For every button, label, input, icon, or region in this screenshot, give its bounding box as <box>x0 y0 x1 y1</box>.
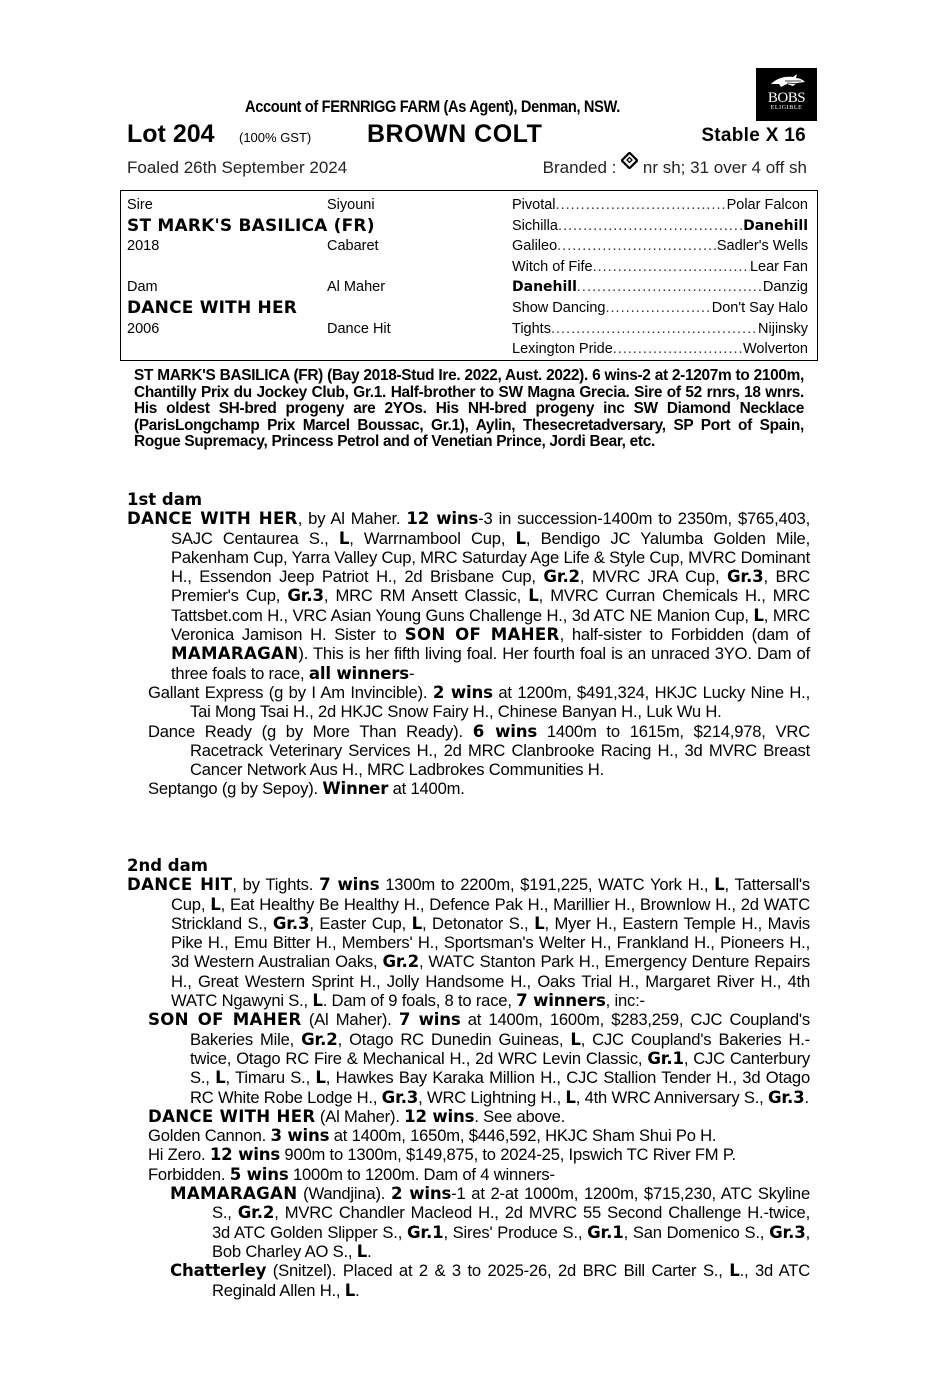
branded-value: nr sh; 31 over 4 off sh <box>642 158 807 177</box>
record-text: , MRC RM Ansett Classic, <box>323 586 529 606</box>
record-text: , Bendigo JC Yalumba Golden Mile, Pakenham Cup, Yarra Valley Cup, MRC Saturday Age Life & Style Cup, MVRC Dominant H., Essendon Jeep Patriot H., 2d Brisbane Cup, <box>171 528 810 587</box>
record-text: -1 at 2-at 1000m, 1200m, $715,230, ATC Skyline S., <box>212 1184 810 1223</box>
pedigree-parents <box>127 195 507 339</box>
pedigree-ancestor-row: Witch of Fife ..... Lear Fan <box>512 257 808 278</box>
emphasis-text: Gr.1 <box>587 1222 624 1242</box>
second-dam-section <box>127 856 810 1300</box>
record-text: , MVRC JRA Cup, <box>579 567 728 587</box>
record-text: (Al Maher). <box>301 1010 399 1030</box>
record-text: , Timaru S., <box>225 1068 316 1088</box>
brand-info <box>543 158 807 178</box>
pedigree-table <box>120 190 818 361</box>
emphasis-text: 6 wins <box>472 721 537 741</box>
dam-name: DANCE WITH HER <box>127 297 298 318</box>
emphasis-text: 7 winners <box>516 991 606 1011</box>
pedigree-ancestor-row: Danehill ..... Danzig <box>512 277 808 298</box>
pedigree-ancestor-row: Pivotal ..... Polar Falcon <box>512 195 808 216</box>
record-text: -3 in succession-1400m to 2350m, $765,403, SAJC Centaurea S., <box>171 509 810 548</box>
sires-dam: Cabaret <box>327 238 379 255</box>
record-text: , CJC Coupland's Bakeries H.-twice, Otago RC Fire & Mechanical H., 2d WRC Levin Classic, <box>190 1029 810 1068</box>
dam-year: 2006 <box>127 320 160 337</box>
record-text: . <box>355 1280 360 1300</box>
record-text: . <box>804 1087 809 1107</box>
race-record-entry <box>148 683 810 722</box>
pedigree-grandparents <box>512 195 808 360</box>
record-text: , Sires' Produce S., <box>443 1222 588 1242</box>
record-text: Gallant Express (g by I Am Invincible). <box>148 682 433 702</box>
emphasis-text: 12 wins <box>404 1106 475 1126</box>
race-record-entry <box>148 1010 810 1106</box>
emphasis-text: L <box>528 586 539 606</box>
horse-name: MAMARAGAN <box>171 644 299 664</box>
record-text: 1000m to 1200m. Dam of 4 winners- <box>288 1164 555 1184</box>
record-text: Hi Zero. <box>148 1145 210 1165</box>
record-text: , Tattersall's Cup, <box>171 875 810 914</box>
record-text: . <box>367 1241 372 1261</box>
record-text: 900m to 1300m, $149,875, to 2024-25, Ipswich TC River FM P. <box>280 1145 736 1165</box>
record-text: 1300m to 2200m, $191,225, WATC York H., <box>379 875 715 895</box>
emphasis-text: Winner <box>322 779 389 799</box>
record-text: , Otago RC Dunedin Guineas, <box>337 1029 571 1049</box>
emphasis-text: Gr.2 <box>543 567 580 587</box>
emphasis-text: Gr.2 <box>301 1029 338 1049</box>
emphasis-text: L <box>356 1241 368 1261</box>
record-text: Dance Ready (g by More Than Ready). <box>148 721 473 741</box>
race-record-entry <box>127 875 810 1010</box>
lot-header <box>127 120 810 152</box>
pedigree-row <box>127 319 507 340</box>
emphasis-text: Gr.3 <box>727 567 764 587</box>
record-text: at 1400m, 1600m, $283,259, CJC Coupland's Bakeries Mile, <box>190 1010 810 1049</box>
record-text: , Easter Cup, <box>309 913 412 933</box>
emphasis-text: Gr.3 <box>767 1087 805 1107</box>
race-record-entry <box>170 1261 810 1300</box>
record-text: , Hawkes Bay Karaka Million H., CJC Stallion Tender H., 3d Otago RC White Robe Lodge H., <box>190 1068 810 1107</box>
first-dam-heading: 1st dam <box>127 490 203 509</box>
sires-sire: Siyouni <box>327 197 375 213</box>
record-text: , by Al Maher. <box>297 509 407 529</box>
emphasis-text: Gr.3 <box>381 1087 419 1107</box>
race-record-entry <box>148 779 810 798</box>
emphasis-text: L <box>565 1087 576 1107</box>
vendor-account: Account of FERNRIGG FARM (As Agent), Denman, NSW. <box>245 97 620 116</box>
record-text: , Warrnambool Cup, <box>349 528 516 548</box>
emphasis-text: Gr.3 <box>769 1222 806 1242</box>
race-record-entry <box>148 1145 810 1164</box>
record-text: , WATC Stanton Park H., Emergency Denture Repairs H., Great Western Sprint H., Jolly Handsome H., Oaks Trial H., Margaret River H., 4th WATC Ngawyni S., <box>171 952 810 1011</box>
dam-label: Dam <box>127 279 158 296</box>
dams-dam: Dance Hit <box>327 320 391 337</box>
first-dam-section <box>127 490 810 799</box>
branded-label: Branded : <box>542 158 617 177</box>
emphasis-text: Gr.3 <box>287 586 324 606</box>
record-text: , WRC Lightning H., <box>418 1087 566 1107</box>
emphasis-text: 12 wins <box>406 509 479 529</box>
emphasis-text: L <box>215 1068 226 1088</box>
record-text: . See above. <box>474 1106 566 1126</box>
record-text: 1400m to 1615m, $214,978, VRC Racetrack Veterinary Services H., 2d MRC Clanbrooke Racing H., 3d MVRC Breast Cancer Network Aus H., MRC Ladbrokes Communities H. <box>190 721 810 780</box>
lot-number: Lot 204 <box>127 120 215 148</box>
pedigree-ancestor-row: Sichilla ..... Danehill <box>512 216 808 237</box>
horse-name: MAMARAGAN <box>170 1184 298 1204</box>
horse-name: DANCE WITH HER <box>148 1106 316 1126</box>
dams-sire: Al Maher <box>327 279 386 296</box>
record-text: Septango (g by Sepoy). <box>148 779 323 799</box>
emphasis-text: Gr.2 <box>237 1203 275 1223</box>
pedigree-row <box>127 236 507 257</box>
emphasis-text: Gr.3 <box>272 913 310 933</box>
pedigree-row <box>127 195 507 216</box>
second-dam-entries <box>127 875 810 1300</box>
emphasis-text: L <box>344 1280 356 1300</box>
pedigree-row <box>127 216 507 237</box>
record-text: , MVRC Curran Chemicals H., MRC Tattsbet.com H., VRC Asian Young Guns Challenge H., 3d ATC NE Manion Cup, <box>171 586 810 625</box>
emphasis-text: L <box>411 913 422 933</box>
emphasis-text: 3 wins <box>270 1126 330 1146</box>
gst-note: (100% GST) <box>239 130 312 145</box>
logo-text-bobs: BOBS <box>767 90 806 106</box>
pedigree-ancestor-row: Lexington Pride ..... Wolverton <box>512 339 808 360</box>
pedigree-row <box>127 277 507 298</box>
record-text: , Detonator S., <box>422 913 535 933</box>
horse-name: DANCE HIT <box>127 875 233 895</box>
sire-summary: ST MARK'S BASILICA (FR) (Bay 2018-Stud Ire. 2022, Aust. 2022). 6 wins-2 at 2-1207m to 2100m, Chantilly Prix du Jockey Club, Gr.1. Half-brother to SW Magna Grecia. Sire of 52 rnrs, 18 wnrs. His oldest SH-bred progeny are 2YOs. His NH-bred progeny inc SW Diamond Necklace (ParisLongchamp Prix Marcel Boussac, Gr.1), Aylin, Thesecretadversary, SP Port of Spain, Rogue Supremacy, Princess Petrol and of Venetian Prince, Jordi Bear, etc. <box>134 367 804 450</box>
stable-location: Stable X 16 <box>701 125 806 146</box>
sire-year: 2018 <box>127 238 160 255</box>
record-text: - <box>408 663 415 683</box>
logo-text-eligible: ELIGIBLE <box>770 105 803 111</box>
record-text: at 1200m, $491,324, HKJC Lucky Nine H., Tai Mong Tsai H., 2d HKJC Snow Fairy H., Chinese Banyan H., Luk Wu H. <box>190 682 810 722</box>
record-text: at 1400m. <box>388 779 465 799</box>
emphasis-text: Gr.1 <box>647 1048 684 1068</box>
foaled-date: Foaled 26th September 2024 <box>127 158 348 177</box>
race-record-entry <box>148 722 810 780</box>
emphasis-text: 2 wins <box>390 1184 452 1204</box>
record-text: (Al Maher). <box>315 1106 405 1126</box>
record-text: , BRC Premier's Cup, <box>171 567 810 606</box>
record-text: , inc:- <box>605 991 645 1011</box>
pedigree-ancestor-row: Tights ..... Nijinsky <box>512 319 808 340</box>
horse-name: DANCE WITH HER <box>127 509 298 529</box>
pedigree-ancestor-row: Galileo ..... Sadler's Wells <box>512 236 808 257</box>
race-record-entry <box>170 1184 810 1261</box>
record-text: , Eat Healthy Be Healthy H., Defence Pak H., Marillier H., Brownlow H., 2d WATC Strickland S., <box>171 894 810 933</box>
emphasis-text: Gr.2 <box>382 952 419 972</box>
race-record-entry <box>148 1126 810 1145</box>
emphasis-text: Chatterley <box>170 1261 267 1281</box>
record-text: , Bob Charley AO S., <box>212 1222 810 1261</box>
emphasis-text: L <box>338 528 350 548</box>
record-text: , by Tights. <box>232 875 320 895</box>
record-text: , San Domenico S., <box>623 1222 770 1242</box>
record-text: at 1400m, 1650m, $446,592, HKJC Sham Shui Po H. <box>329 1126 717 1146</box>
sire-name: ST MARK'S BASILICA (FR) <box>127 215 375 236</box>
race-record-entry <box>127 509 810 683</box>
emphasis-text: 2 wins <box>432 682 493 702</box>
record-text: Forbidden. <box>148 1164 230 1184</box>
record-text: (Wandjina). <box>297 1184 391 1204</box>
emphasis-text: L <box>515 528 526 548</box>
record-text: , 4th WRC Anniversary S., <box>575 1087 768 1107</box>
first-dam-entries <box>127 509 810 798</box>
horse-description: BROWN COLT <box>367 120 543 148</box>
record-text: . Dam of 9 foals, 8 to race, <box>322 991 517 1011</box>
horse-name: SON OF MAHER <box>404 625 560 645</box>
race-record-entry <box>148 1165 810 1184</box>
emphasis-text: L <box>312 991 323 1011</box>
bobs-eligible-logo <box>756 68 817 121</box>
emphasis-text: L <box>534 913 545 933</box>
diamond-brand-icon <box>621 152 638 169</box>
emphasis-text: Gr.1 <box>406 1222 444 1242</box>
race-record-entry <box>148 1107 810 1126</box>
second-dam-heading: 2nd dam <box>127 856 208 875</box>
record-text: , CJC Canterbury S., <box>190 1048 810 1088</box>
record-text: , MRC Veronica Jamison H. Sister to <box>171 605 811 645</box>
record-text: Golden Cannon. <box>148 1126 271 1146</box>
record-text: , MVRC Chandler Macleod H., 2d MVRC 55 Second Challenge H.-twice, 3d ATC Golden Slipper S., <box>212 1203 810 1242</box>
record-text: ., 3d ATC Reginald Allen H., <box>212 1261 810 1300</box>
emphasis-text: all winners <box>308 663 409 683</box>
emphasis-text: L <box>570 1029 581 1049</box>
emphasis-text: L <box>753 605 764 625</box>
pedigree-ancestor-row: Show Dancing ..... Don't Say Halo <box>512 298 808 319</box>
emphasis-text: L <box>714 875 725 895</box>
record-text: ). This is her fifth living foal. Her fourth foal is an unraced 3YO. Dam of three foals to race, <box>171 644 810 683</box>
record-text: , half-sister to Forbidden (dam of <box>559 625 810 645</box>
emphasis-text: L <box>729 1261 740 1281</box>
horse-name: SON OF MAHER <box>148 1010 302 1030</box>
pedigree-row <box>127 257 507 278</box>
emphasis-text: 7 wins <box>319 875 380 895</box>
emphasis-text: 5 wins <box>229 1164 289 1184</box>
emphasis-text: L <box>315 1068 326 1088</box>
pedigree-row <box>127 298 507 319</box>
record-text: , Myer H., Eastern Temple H., Mavis Pike H., Emu Bitter H., Members' H., Sportsman's Welter H., Frankland H., Pioneers H., 3d Western Australian Oaks, <box>171 913 811 972</box>
emphasis-text: 7 wins <box>398 1010 461 1030</box>
emphasis-text: L <box>210 894 221 914</box>
horse-head-icon <box>767 72 807 90</box>
record-text: (Snitzel). Placed at 2 & 3 to 2025-26, 2d BRC Bill Carter S., <box>266 1261 730 1281</box>
emphasis-text: 12 wins <box>209 1145 281 1165</box>
sire-label: Sire <box>127 197 153 213</box>
